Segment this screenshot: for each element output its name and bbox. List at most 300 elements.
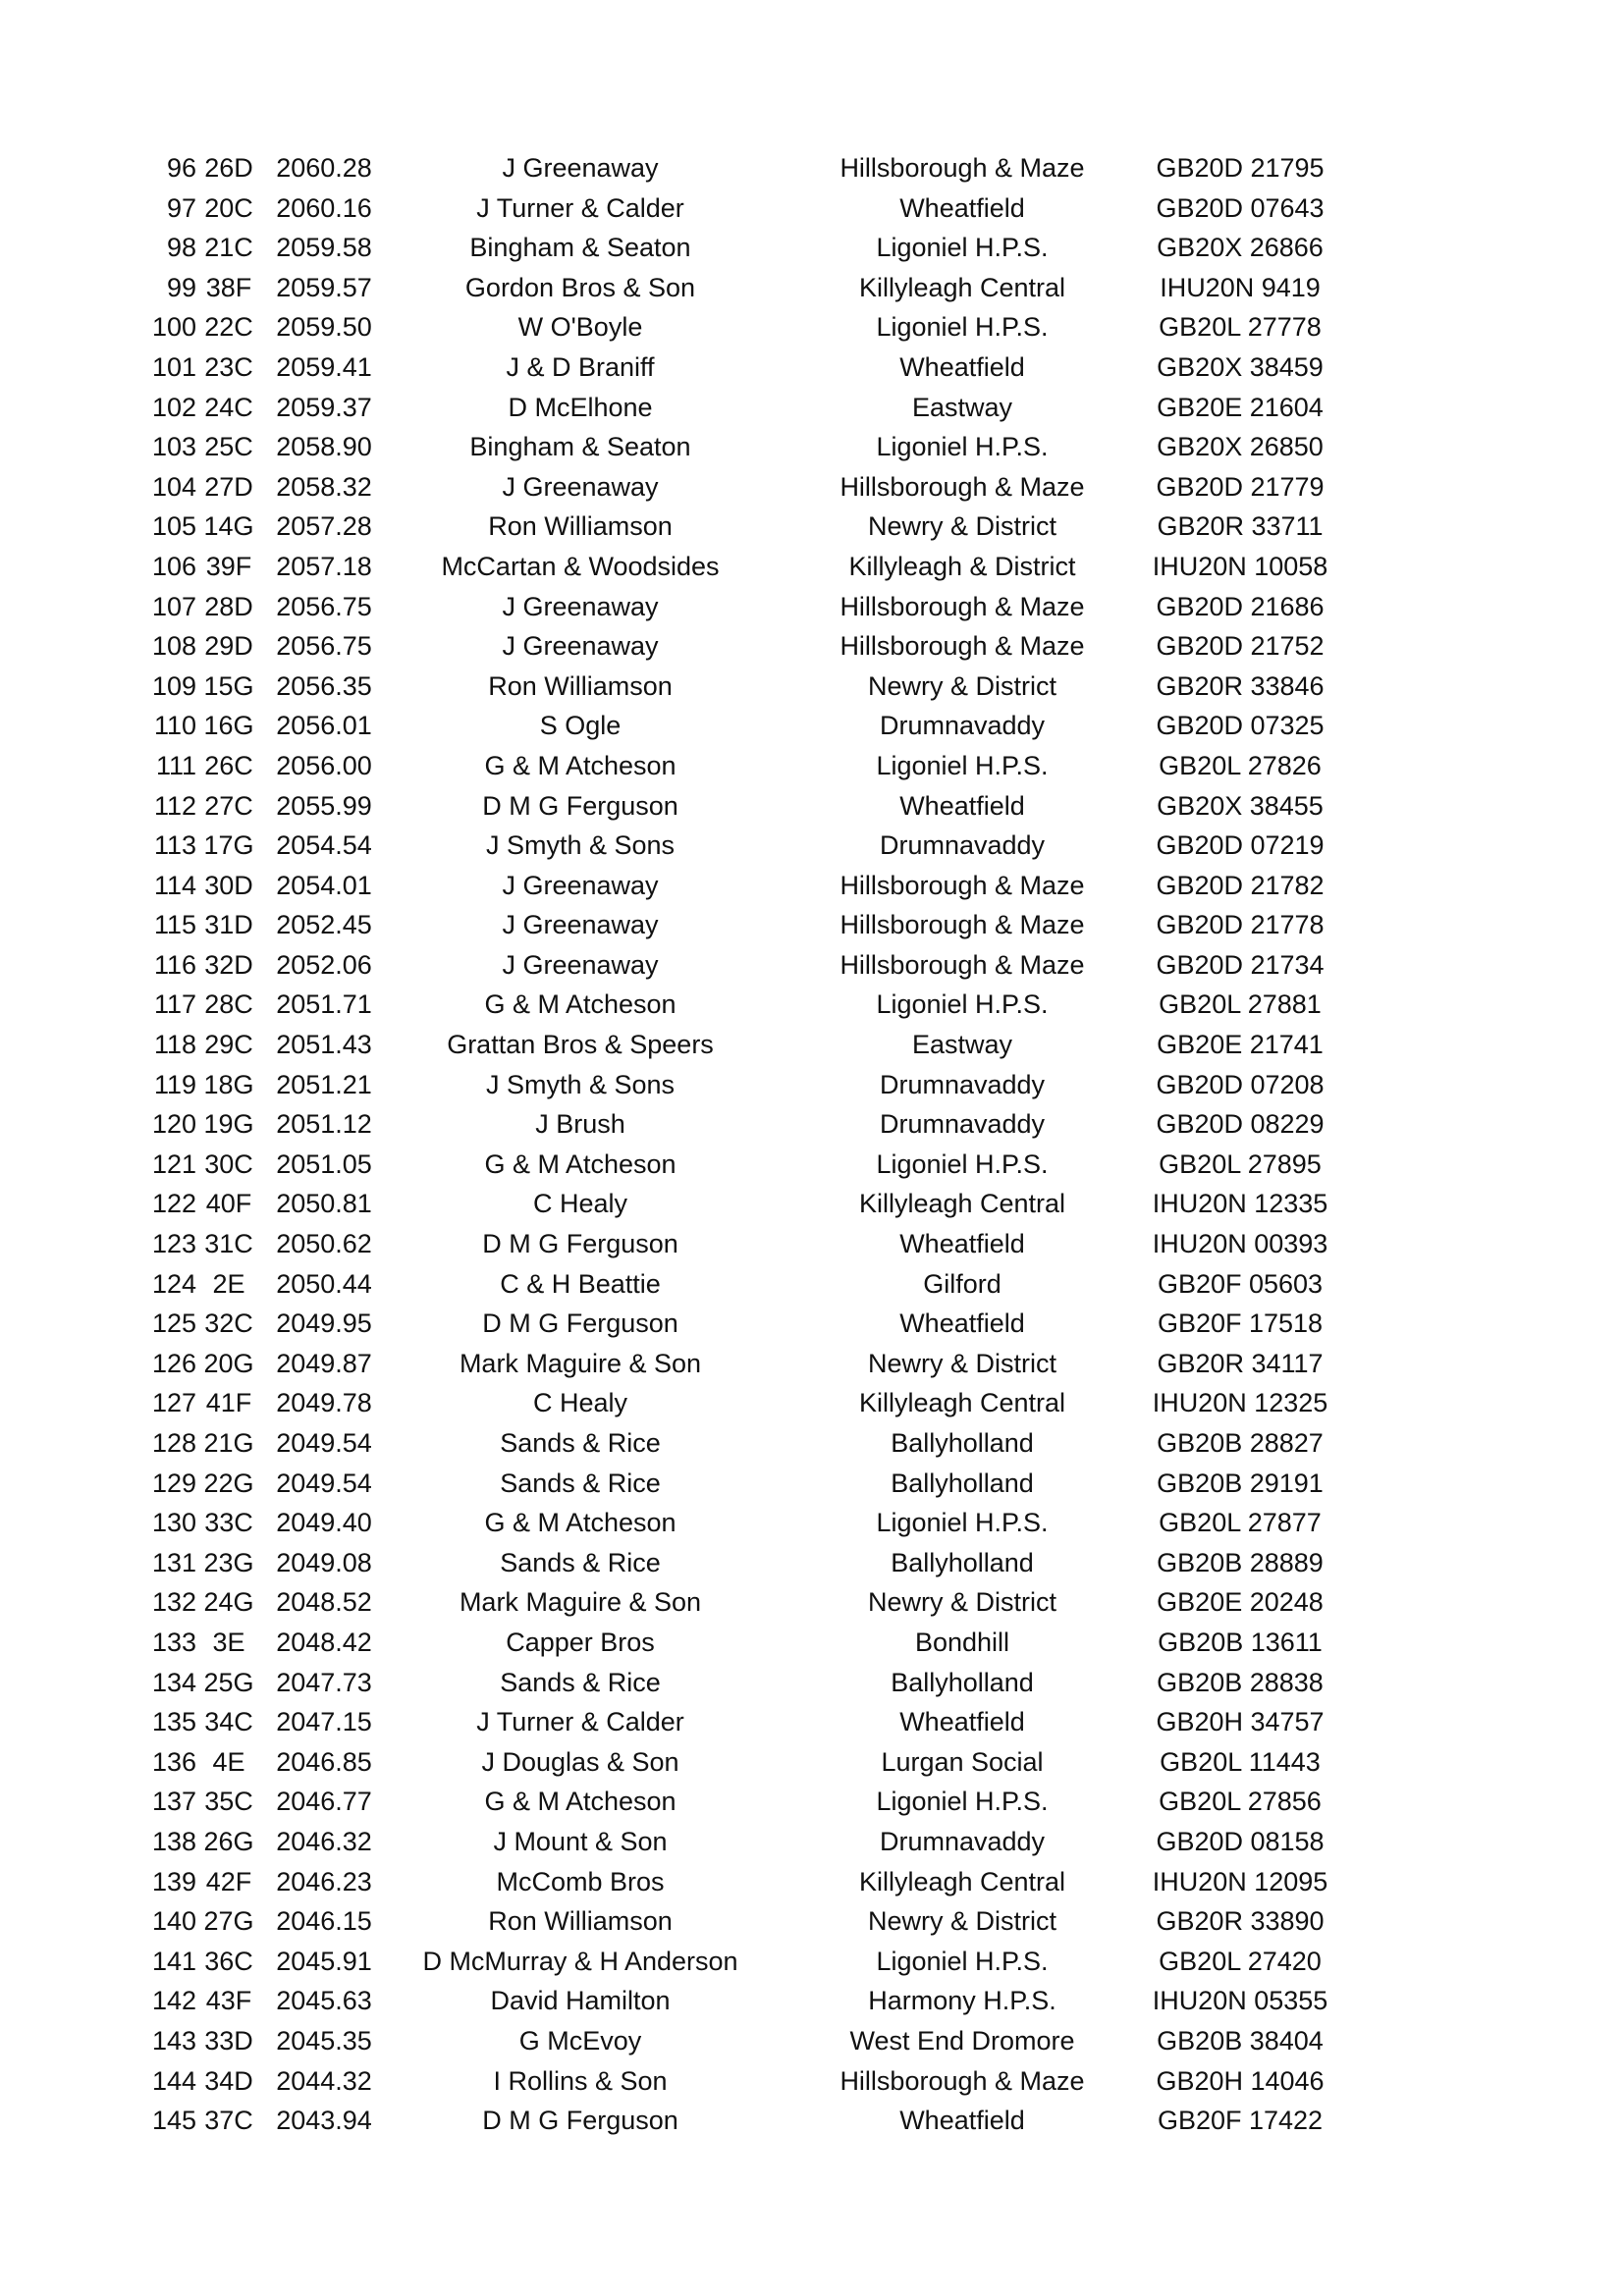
ring-number-cell: GB20R 34117	[1157, 1348, 1324, 1378]
table-row	[147, 1145, 1329, 1185]
ring-number-cell: GB20D 07325	[1156, 711, 1325, 741]
fancier-name-cell: Mark Maguire & Son	[459, 1348, 702, 1378]
position-cell: 110	[153, 711, 196, 741]
velocity-cell: 2049.54	[276, 1468, 372, 1498]
club-cell: Wheatfield	[899, 2106, 1025, 2136]
table-row	[147, 2021, 1329, 2061]
fancier-name-cell: J Smyth & Sons	[485, 830, 676, 861]
club-cell: Wheatfield	[899, 1707, 1025, 1737]
ring-number-cell: GB20D 08229	[1156, 1109, 1325, 1140]
velocity-cell: 2056.01	[276, 711, 372, 741]
fancier-name-cell: D M G Ferguson	[482, 1308, 678, 1339]
pen-cell: 42F	[205, 1866, 252, 1896]
club-cell: Hillsborough & Maze	[839, 949, 1085, 980]
club-cell: Drumnavaddy	[879, 1069, 1046, 1099]
club-cell: Hillsborough & Maze	[839, 2065, 1085, 2096]
ring-number-cell: GB20L 11443	[1160, 1746, 1321, 1777]
pen-cell: 27G	[203, 1906, 254, 1937]
club-cell: Newry & District	[867, 511, 1056, 542]
position-cell: 102	[151, 392, 196, 422]
fancier-name-cell: J & D Braniff	[506, 351, 655, 382]
ring-number-cell: GB20D 07219	[1156, 830, 1325, 861]
position-cell: 119	[153, 1069, 196, 1099]
position-cell: 112	[153, 790, 196, 821]
table-row	[147, 1464, 1329, 1504]
table-row	[147, 1065, 1329, 1105]
table-row	[147, 1623, 1329, 1663]
pen-cell: 15G	[203, 670, 254, 701]
club-cell: Hillsborough & Maze	[839, 910, 1085, 940]
ring-number-cell: IHU20N 12325	[1152, 1388, 1328, 1418]
fancier-name-cell: Ron Williamson	[488, 511, 673, 542]
position-cell: 115	[153, 910, 196, 940]
table-row	[147, 626, 1329, 667]
pen-cell: 22G	[203, 1468, 254, 1498]
fancier-name-cell: J Mount & Son	[493, 1826, 668, 1856]
velocity-cell: 2049.40	[276, 1508, 372, 1538]
fancier-name-cell: C & H Beattie	[500, 1268, 661, 1299]
table-row	[147, 1702, 1329, 1742]
pen-cell: 27C	[204, 790, 253, 821]
ring-number-cell: GB20B 28889	[1157, 1547, 1324, 1577]
velocity-cell: 2051.05	[276, 1148, 372, 1179]
pen-cell: 29C	[204, 1030, 253, 1060]
table-row	[147, 667, 1329, 707]
velocity-cell: 2056.75	[276, 591, 372, 621]
position-cell: 123	[151, 1229, 196, 1259]
table-row	[147, 1901, 1329, 1942]
table-row	[147, 347, 1329, 388]
position-cell: 120	[151, 1109, 196, 1140]
club-cell: Ligoniel H.P.S.	[876, 1508, 1049, 1538]
table-row	[147, 1822, 1329, 1862]
pen-cell: 32C	[204, 1308, 253, 1339]
ring-number-cell: GB20L 27420	[1159, 1946, 1322, 1976]
fancier-name-cell: Grattan Bros & Speers	[447, 1030, 714, 1060]
ring-number-cell: IHU20N 00393	[1152, 1229, 1328, 1259]
ring-number-cell: GB20H 14046	[1156, 2065, 1325, 2096]
velocity-cell: 2055.99	[276, 790, 372, 821]
velocity-cell: 2045.63	[276, 1986, 372, 2016]
velocity-cell: 2057.18	[276, 551, 372, 581]
pen-cell: 38F	[205, 272, 252, 302]
club-cell: Newry & District	[867, 1348, 1056, 1378]
club-cell: Newry & District	[867, 670, 1056, 701]
fancier-name-cell: D McMurray & H Anderson	[422, 1946, 738, 1976]
club-cell: Ligoniel H.P.S.	[876, 1148, 1049, 1179]
table-row	[147, 2101, 1329, 2141]
club-cell: Killyleagh Central	[858, 272, 1066, 302]
pen-cell: 24C	[204, 392, 253, 422]
club-cell: Killyleagh & District	[848, 551, 1076, 581]
ring-number-cell: GB20R 33711	[1157, 511, 1324, 542]
fancier-name-cell: D M G Ferguson	[482, 1229, 678, 1259]
position-cell: 105	[151, 511, 196, 542]
table-row	[147, 1264, 1329, 1305]
table-row	[147, 268, 1329, 308]
fancier-name-cell: I Rollins & Son	[493, 2065, 668, 2096]
club-cell: Drumnavaddy	[879, 1826, 1046, 1856]
position-cell: 144	[151, 2065, 196, 2096]
ring-number-cell: GB20D 07208	[1156, 1069, 1325, 1099]
club-cell: Wheatfield	[899, 1308, 1025, 1339]
position-cell: 133	[151, 1627, 196, 1657]
table-row	[147, 1184, 1329, 1224]
ring-number-cell: GB20D 07643	[1156, 192, 1325, 223]
pen-cell: 4E	[212, 1746, 245, 1777]
position-cell: 111	[155, 750, 196, 780]
velocity-cell: 2051.43	[276, 1030, 372, 1060]
table-row	[147, 228, 1329, 268]
ring-number-cell: IHU20N 9419	[1160, 272, 1321, 302]
velocity-cell: 2049.95	[276, 1308, 372, 1339]
velocity-cell: 2058.90	[276, 432, 372, 462]
velocity-cell: 2052.45	[276, 910, 372, 940]
pen-cell: 29D	[204, 631, 253, 662]
club-cell: Hillsborough & Maze	[839, 591, 1085, 621]
velocity-cell: 2044.32	[276, 2065, 372, 2096]
fancier-name-cell: David Hamilton	[490, 1986, 671, 2016]
fancier-name-cell: S Ogle	[539, 711, 622, 741]
position-cell: 137	[151, 1787, 196, 1817]
club-cell: Eastway	[911, 392, 1013, 422]
ring-number-cell: GB20F 05603	[1157, 1268, 1324, 1299]
fancier-name-cell: McComb Bros	[496, 1866, 665, 1896]
table-row	[147, 746, 1329, 786]
ring-number-cell: GB20E 21741	[1157, 1030, 1324, 1060]
fancier-name-cell: J Brush	[535, 1109, 625, 1140]
ring-number-cell: GB20E 21604	[1157, 392, 1324, 422]
fancier-name-cell: Ron Williamson	[488, 1906, 673, 1937]
club-cell: Drumnavaddy	[879, 830, 1046, 861]
position-cell: 106	[151, 551, 196, 581]
fancier-name-cell: G & M Atcheson	[484, 750, 677, 780]
position-cell: 114	[153, 870, 196, 900]
pen-cell: 21C	[204, 233, 253, 263]
table-row	[147, 587, 1329, 627]
position-cell: 131	[151, 1547, 196, 1577]
position-cell: 117	[153, 989, 196, 1020]
velocity-cell: 2048.42	[276, 1627, 372, 1657]
ring-number-cell: GB20D 21752	[1156, 631, 1325, 662]
club-cell: Newry & District	[867, 1906, 1056, 1937]
ring-number-cell: GB20L 27826	[1159, 750, 1322, 780]
table-row	[147, 1981, 1329, 2021]
fancier-name-cell: J Greenaway	[502, 949, 659, 980]
ring-number-cell: GB20D 21778	[1156, 910, 1325, 940]
position-cell: 135	[151, 1707, 196, 1737]
table-row	[147, 1383, 1329, 1423]
position-cell: 121	[151, 1148, 196, 1179]
pen-cell: 31D	[204, 910, 253, 940]
ring-number-cell: GB20D 21734	[1156, 949, 1325, 980]
pen-cell: 41F	[205, 1388, 252, 1418]
club-cell: Eastway	[911, 1030, 1013, 1060]
ring-number-cell: GB20B 38404	[1157, 2025, 1324, 2056]
table-row	[147, 905, 1329, 945]
pen-cell: 28C	[204, 989, 253, 1020]
pen-cell: 32D	[204, 949, 253, 980]
fancier-name-cell: J Smyth & Sons	[485, 1069, 676, 1099]
position-cell: 97	[166, 192, 196, 223]
fancier-name-cell: J Greenaway	[502, 631, 659, 662]
ring-number-cell: GB20H 34757	[1156, 1707, 1325, 1737]
table-row	[147, 1782, 1329, 1822]
pen-cell: 22C	[204, 312, 253, 343]
fancier-name-cell: Sands & Rice	[500, 1667, 661, 1697]
club-cell: Hillsborough & Maze	[839, 631, 1085, 662]
fancier-name-cell: W O'Boyle	[517, 312, 643, 343]
velocity-cell: 2058.32	[276, 471, 372, 502]
ring-number-cell: IHU20N 12335	[1152, 1189, 1328, 1219]
club-cell: Ligoniel H.P.S.	[876, 312, 1049, 343]
ring-number-cell: GB20F 17422	[1157, 2106, 1324, 2136]
ring-number-cell: GB20B 29191	[1157, 1468, 1324, 1498]
table-row	[147, 188, 1329, 229]
position-cell: 125	[151, 1308, 196, 1339]
club-cell: Hillsborough & Maze	[839, 471, 1085, 502]
club-cell: Lurgan Social	[881, 1746, 1044, 1777]
club-cell: Harmony H.P.S.	[868, 1986, 1056, 2016]
velocity-cell: 2046.85	[276, 1746, 372, 1777]
pen-cell: 27D	[204, 471, 253, 502]
ring-number-cell: GB20F 17518	[1157, 1308, 1324, 1339]
velocity-cell: 2054.54	[276, 830, 372, 861]
club-cell: Ligoniel H.P.S.	[876, 432, 1049, 462]
table-row	[147, 547, 1329, 587]
position-cell: 100	[151, 312, 196, 343]
ring-number-cell: GB20B 28827	[1157, 1428, 1324, 1458]
pen-cell: 26C	[204, 750, 253, 780]
fancier-name-cell: D McElhone	[508, 392, 653, 422]
club-cell: Newry & District	[867, 1587, 1056, 1618]
table-row	[147, 786, 1329, 827]
velocity-cell: 2059.37	[276, 392, 372, 422]
pen-cell: 26D	[204, 153, 253, 183]
pen-cell: 25C	[204, 432, 253, 462]
ring-number-cell: IHU20N 05355	[1152, 1986, 1328, 2016]
table-row	[147, 1025, 1329, 1065]
position-cell: 129	[151, 1468, 196, 1498]
table-row	[147, 467, 1329, 507]
fancier-name-cell: J Greenaway	[502, 910, 659, 940]
pen-cell: 20C	[204, 192, 253, 223]
velocity-cell: 2047.15	[276, 1707, 372, 1737]
club-cell: Ligoniel H.P.S.	[876, 989, 1049, 1020]
table-row	[147, 1742, 1329, 1783]
fancier-name-cell: J Greenaway	[502, 153, 659, 183]
position-cell: 109	[151, 670, 196, 701]
pen-cell: 25G	[203, 1667, 254, 1697]
ring-number-cell: GB20X 26850	[1157, 432, 1324, 462]
fancier-name-cell: C Healy	[532, 1388, 628, 1418]
velocity-cell: 2049.78	[276, 1388, 372, 1418]
pen-cell: 30C	[204, 1148, 253, 1179]
pen-cell: 35C	[204, 1787, 253, 1817]
velocity-cell: 2056.35	[276, 670, 372, 701]
ring-number-cell: GB20L 27778	[1159, 312, 1322, 343]
velocity-cell: 2048.52	[276, 1587, 372, 1618]
table-row	[147, 148, 1329, 188]
position-cell: 99	[166, 272, 196, 302]
velocity-cell: 2047.73	[276, 1667, 372, 1697]
club-cell: Bondhill	[914, 1627, 1010, 1657]
ring-number-cell: GB20D 21795	[1156, 153, 1325, 183]
velocity-cell: 2050.62	[276, 1229, 372, 1259]
table-row	[147, 706, 1329, 746]
velocity-cell: 2050.81	[276, 1189, 372, 1219]
position-cell: 101	[151, 351, 196, 382]
club-cell: Wheatfield	[899, 1229, 1025, 1259]
fancier-name-cell: Gordon Bros & Son	[464, 272, 696, 302]
club-cell: Wheatfield	[899, 351, 1025, 382]
pen-cell: 26G	[203, 1826, 254, 1856]
position-cell: 136	[151, 1746, 196, 1777]
pen-cell: 17G	[203, 830, 254, 861]
position-cell: 140	[151, 1906, 196, 1937]
club-cell: Killyleagh Central	[858, 1866, 1066, 1896]
position-cell: 104	[151, 471, 196, 502]
fancier-name-cell: G & M Atcheson	[484, 1148, 677, 1179]
club-cell: Drumnavaddy	[879, 1109, 1046, 1140]
table-row	[147, 1942, 1329, 1982]
club-cell: Ballyholland	[891, 1468, 1034, 1498]
position-cell: 96	[166, 153, 196, 183]
position-cell: 116	[153, 949, 196, 980]
fancier-name-cell: Bingham & Seaton	[469, 233, 691, 263]
pen-cell: 14G	[203, 511, 254, 542]
position-cell: 118	[153, 1030, 196, 1060]
ring-number-cell: GB20L 27881	[1159, 989, 1322, 1020]
velocity-cell: 2060.28	[276, 153, 372, 183]
table-row	[147, 1344, 1329, 1384]
table-row	[147, 388, 1329, 428]
table-row	[147, 1862, 1329, 1902]
fancier-name-cell: Ron Williamson	[488, 670, 673, 701]
velocity-cell: 2060.16	[276, 192, 372, 223]
club-cell: Killyleagh Central	[858, 1189, 1066, 1219]
position-cell: 124	[151, 1268, 196, 1299]
table-row	[147, 985, 1329, 1025]
position-cell: 98	[166, 233, 196, 263]
pen-cell: 43F	[205, 1986, 252, 2016]
velocity-cell: 2051.12	[276, 1109, 372, 1140]
ring-number-cell: GB20X 26866	[1157, 233, 1324, 263]
velocity-cell: 2056.75	[276, 631, 372, 662]
pen-cell: 31C	[204, 1229, 253, 1259]
velocity-cell: 2046.23	[276, 1866, 372, 1896]
table-row	[147, 507, 1329, 547]
velocity-cell: 2046.77	[276, 1787, 372, 1817]
fancier-name-cell: Capper Bros	[506, 1627, 655, 1657]
club-cell: Ballyholland	[891, 1667, 1034, 1697]
pen-cell: 37C	[204, 2106, 253, 2136]
velocity-cell: 2049.87	[276, 1348, 372, 1378]
ring-number-cell: GB20B 13611	[1158, 1627, 1323, 1657]
fancier-name-cell: G & M Atcheson	[484, 1508, 677, 1538]
fancier-name-cell: D M G Ferguson	[482, 2106, 678, 2136]
velocity-cell: 2057.28	[276, 511, 372, 542]
position-cell: 134	[151, 1667, 196, 1697]
position-cell: 128	[151, 1428, 196, 1458]
velocity-cell: 2046.32	[276, 1826, 372, 1856]
fancier-name-cell: J Greenaway	[502, 471, 659, 502]
velocity-cell: 2059.57	[276, 272, 372, 302]
pen-cell: 16G	[203, 711, 254, 741]
position-cell: 132	[151, 1587, 196, 1618]
pen-cell: 34C	[204, 1707, 253, 1737]
club-cell: West End Dromore	[849, 2025, 1075, 2056]
club-cell: Hillsborough & Maze	[839, 153, 1085, 183]
table-row	[147, 1582, 1329, 1623]
table-row	[147, 427, 1329, 467]
pen-cell: 23G	[203, 1547, 254, 1577]
club-cell: Ligoniel H.P.S.	[876, 750, 1049, 780]
position-cell: 126	[151, 1348, 196, 1378]
club-cell: Ligoniel H.P.S.	[876, 1787, 1049, 1817]
fancier-name-cell: Sands & Rice	[500, 1547, 661, 1577]
ring-number-cell: GB20D 21782	[1156, 870, 1325, 900]
velocity-cell: 2045.35	[276, 2025, 372, 2056]
position-cell: 108	[151, 631, 196, 662]
ring-number-cell: IHU20N 10058	[1152, 551, 1328, 581]
position-cell: 113	[153, 830, 196, 861]
velocity-cell: 2059.58	[276, 233, 372, 263]
pen-cell: 24G	[203, 1587, 254, 1618]
position-cell: 103	[151, 432, 196, 462]
pen-cell: 40F	[205, 1189, 252, 1219]
pen-cell: 33D	[204, 2025, 253, 2056]
table-row	[147, 1503, 1329, 1543]
ring-number-cell: IHU20N 12095	[1152, 1866, 1328, 1896]
ring-number-cell: GB20R 33846	[1156, 670, 1325, 701]
club-cell: Ballyholland	[891, 1428, 1034, 1458]
table-row	[147, 866, 1329, 906]
ring-number-cell: GB20X 38459	[1157, 351, 1324, 382]
pen-cell: 3E	[212, 1627, 245, 1657]
fancier-name-cell: D M G Ferguson	[482, 790, 678, 821]
velocity-cell: 2046.15	[276, 1906, 372, 1937]
velocity-cell: 2043.94	[276, 2106, 372, 2136]
club-cell: Wheatfield	[899, 790, 1025, 821]
table-row	[147, 2061, 1329, 2102]
ring-number-cell: GB20R 33890	[1156, 1906, 1325, 1937]
fancier-name-cell: McCartan & Woodsides	[441, 551, 720, 581]
fancier-name-cell: J Turner & Calder	[476, 192, 684, 223]
pen-cell: 19G	[203, 1109, 254, 1140]
pen-cell: 18G	[203, 1069, 254, 1099]
club-cell: Gilford	[923, 1268, 1001, 1299]
table-row	[147, 1104, 1329, 1145]
ring-number-cell: GB20D 21779	[1156, 471, 1325, 502]
fancier-name-cell: G & M Atcheson	[484, 1787, 677, 1817]
table-row	[147, 1663, 1329, 1703]
fancier-name-cell: C Healy	[532, 1189, 628, 1219]
table-row	[147, 307, 1329, 347]
fancier-name-cell: Sands & Rice	[500, 1468, 661, 1498]
pen-cell: 34D	[204, 2065, 253, 2096]
club-cell: Ligoniel H.P.S.	[876, 233, 1049, 263]
position-cell: 142	[151, 1986, 196, 2016]
velocity-cell: 2049.08	[276, 1547, 372, 1577]
pen-cell: 33C	[204, 1508, 253, 1538]
pen-cell: 30D	[204, 870, 253, 900]
velocity-cell: 2059.41	[276, 351, 372, 382]
ring-number-cell: GB20D 21686	[1156, 591, 1325, 621]
club-cell: Wheatfield	[899, 192, 1025, 223]
velocity-cell: 2051.21	[276, 1069, 372, 1099]
pen-cell: 23C	[204, 351, 253, 382]
